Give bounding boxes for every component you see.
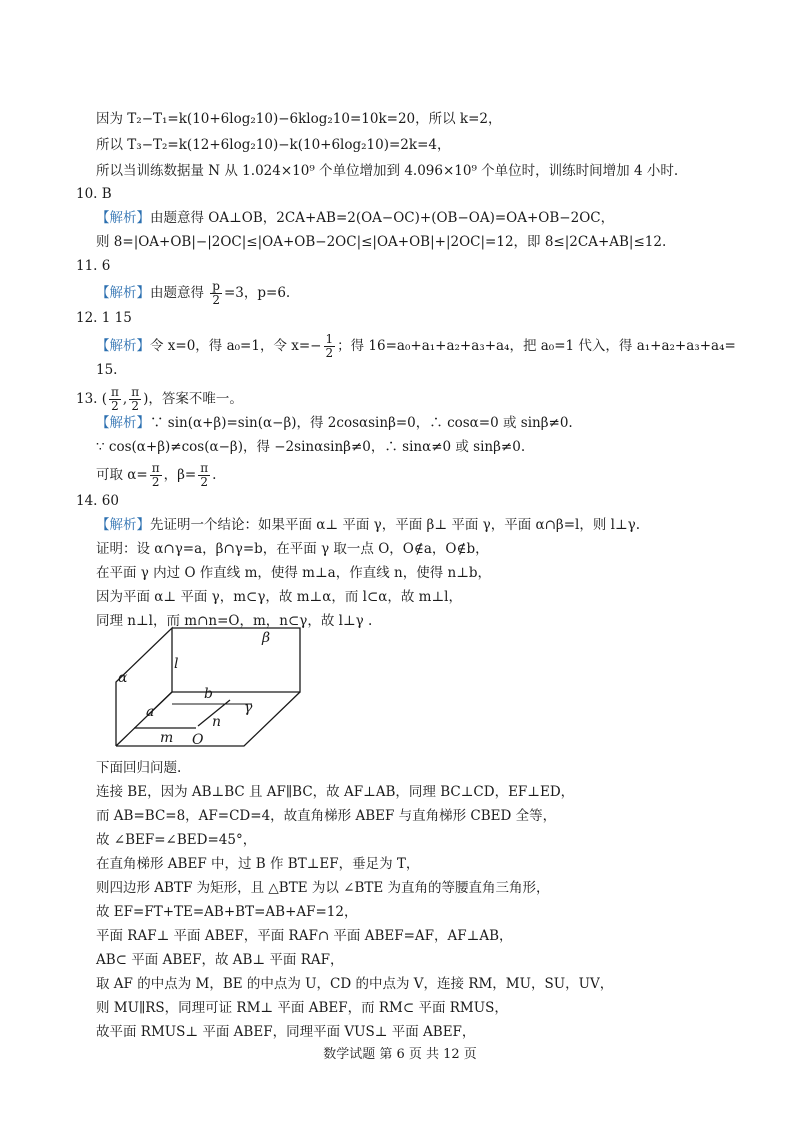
fraction bbox=[324, 333, 336, 360]
solution-14-line-3: 在平面 γ 内过 O 作直线 m，使得 m⊥a，作直线 n，使得 n⊥b， bbox=[96, 565, 492, 581]
answer-14: 14. 60 bbox=[76, 493, 119, 509]
text-line: 故 ∠BEF=∠BED=45°， bbox=[96, 832, 257, 848]
text-line: 则 MU∥RS，同理可证 RM⊥ 平面 ABEF，而 RM⊂ 平面 RMUS， bbox=[96, 1000, 508, 1016]
numerator: π bbox=[200, 461, 209, 475]
numerator: p bbox=[212, 279, 220, 293]
numerator: π bbox=[131, 385, 140, 399]
solution-14-line-2: 证明：设 α∩γ=a，β∩γ=b，在平面 γ 取一点 O，O∉a，O∉b， bbox=[96, 541, 489, 557]
solution-text: 由题意得 OA⊥OB，2CA+AB=2(OA−OC)+(OB−OA)=OA+OB−2OC， bbox=[150, 210, 615, 226]
page-footer: 数学试题 第 6 页 共 12 页 bbox=[323, 1047, 477, 1062]
text-line: 所以当训练数据量 N 从 1.024×10⁹ 个单位增加到 4.096×10⁹ 个单位时，训练时间增加 4 小时. bbox=[96, 163, 679, 179]
solution-13-line-2: ∵ cos(α+β)≠cos(α−β)，得 −2sinαsinβ≠0，∴ sinα≠0 或 sinβ≠0. bbox=[96, 439, 526, 455]
text-line: 则四边形 ABTF 为矩形，且 △BTE 为以 ∠BTE 为直角的等腰直角三角形， bbox=[96, 880, 550, 896]
text-line: 而 AB=BC=8，AF=CD=4，故直角梯形 ABEF 与直角梯形 CBED 全等， bbox=[96, 808, 557, 824]
text-line: 故 EF=FT+TE=AB+BT=AB+AF=12， bbox=[96, 904, 358, 920]
fraction bbox=[198, 462, 210, 489]
numerator: 1 bbox=[325, 332, 334, 346]
answer-12: 12. 1 15 bbox=[76, 310, 132, 326]
solution-10-line-2: 则 8=|OA+OB|−|2OC|≤|OA+OB−2OC|≤|OA+OB|+|2OC|=12，即 8≤|2CA+AB|≤12. bbox=[96, 234, 667, 250]
text-line: 故平面 RMUS⊥ 平面 ABEF，同理平面 VUS⊥ 平面 ABEF， bbox=[96, 1024, 476, 1040]
solution-tag: 【解析】 bbox=[96, 210, 150, 226]
label-alpha: α bbox=[118, 670, 128, 686]
text-line: 所以 T₃−T₂=k(12+6log₂10)−k(10+6log₂10)=2k=4， bbox=[96, 137, 451, 153]
solution-12-line-1 bbox=[96, 333, 736, 360]
solution-tag: 【解析】 bbox=[96, 415, 150, 431]
answer-text: 13. ( bbox=[76, 391, 108, 407]
text-line: 在直角梯形 ABEF 中，过 B 作 BT⊥EF，垂足为 T， bbox=[96, 856, 420, 872]
solution-text: . bbox=[212, 467, 217, 483]
solution-13-line-1 bbox=[96, 412, 573, 434]
text-line: 下面回归问题. bbox=[96, 760, 182, 776]
denominator: 2 bbox=[131, 399, 139, 413]
answer-text: , bbox=[122, 391, 128, 407]
label-beta: β bbox=[262, 630, 271, 646]
solution-tag: 【解析】 bbox=[96, 338, 150, 354]
planes-figure bbox=[108, 620, 308, 755]
solution-text: ，β= bbox=[163, 467, 197, 483]
numerator: π bbox=[151, 461, 160, 475]
fraction bbox=[210, 280, 222, 307]
solution-tag: 【解析】 bbox=[96, 517, 150, 533]
fraction bbox=[109, 386, 121, 413]
answer-13 bbox=[76, 386, 243, 413]
solution-text: 由题意得 bbox=[150, 285, 204, 301]
solution-text: ；得 16=a₀+a₁+a₂+a₃+a₄，把 a₀=1 代入，得 a₁+a₂+a₃+a₄= bbox=[337, 338, 736, 354]
label-l: l bbox=[174, 656, 179, 672]
denominator: 2 bbox=[151, 475, 160, 489]
solution-10-line-1 bbox=[96, 207, 614, 229]
label-gamma: γ bbox=[244, 700, 253, 716]
solution-11-line-1 bbox=[96, 280, 290, 307]
denominator: 2 bbox=[111, 399, 119, 413]
label-O: O bbox=[192, 732, 204, 748]
label-a: a bbox=[146, 704, 155, 720]
denominator: 2 bbox=[325, 346, 334, 360]
solution-14-line-4: 因为平面 α⊥ 平面 γ，m⊂γ，故 m⊥α，而 l⊂α，故 m⊥l， bbox=[96, 589, 462, 605]
denominator: 2 bbox=[212, 293, 220, 307]
label-n: n bbox=[212, 714, 222, 730]
answer-10: 10. B bbox=[76, 186, 112, 202]
numerator: π bbox=[111, 385, 119, 399]
solution-text: ∵ sin(α+β)=sin(α−β)，得 2cosαsinβ=0，∴ cosα=0 或 sinβ≠0. bbox=[150, 415, 573, 431]
solution-14-line-5: 同理 n⊥l，而 m∩n=O，m，n⊂γ，故 l⊥γ . bbox=[96, 613, 373, 629]
text-line: 因为 T₂−T₁=k(10+6log₂10)−6klog₂10=10k=20，所以 k=2， bbox=[96, 111, 502, 127]
solution-12-line-2: 15. bbox=[96, 362, 118, 378]
text-line: AB⊂ 平面 ABEF，故 AB⊥ 平面 RAF， bbox=[96, 952, 344, 968]
solution-tag: 【解析】 bbox=[96, 285, 150, 301]
text-line: 平面 RAF⊥ 平面 ABEF，平面 RAF∩ 平面 ABEF=AF，AF⊥AB， bbox=[96, 928, 513, 944]
fraction bbox=[150, 462, 162, 489]
solution-14-line-1 bbox=[96, 514, 640, 536]
plane-beta bbox=[172, 628, 300, 692]
answer-text: )，答案不唯一。 bbox=[143, 391, 243, 407]
solution-text: 令 x=0，得 a₀=1，令 x=− bbox=[150, 338, 322, 354]
solution-text: 可取 α= bbox=[96, 467, 148, 483]
answer-11: 11. 6 bbox=[76, 258, 111, 274]
fraction bbox=[129, 386, 141, 413]
denominator: 2 bbox=[200, 475, 209, 489]
label-m: m bbox=[160, 730, 174, 746]
solution-text: =3，p=6. bbox=[223, 285, 291, 301]
text-line: 取 AF 的中点为 M，BE 的中点为 U，CD 的中点为 V，连接 RM，MU，SU，UV， bbox=[96, 976, 614, 992]
label-b: b bbox=[204, 686, 213, 702]
text-line: 连接 BE，因为 AB⊥BC 且 AF∥BC，故 AF⊥AB，同理 BC⊥CD，EF⊥ED， bbox=[96, 784, 575, 800]
solution-text: 先证明一个结论：如果平面 α⊥ 平面 γ，平面 β⊥ 平面 γ，平面 α∩β=l，则 l⊥γ. bbox=[150, 517, 641, 533]
solution-13-line-3 bbox=[96, 462, 216, 489]
